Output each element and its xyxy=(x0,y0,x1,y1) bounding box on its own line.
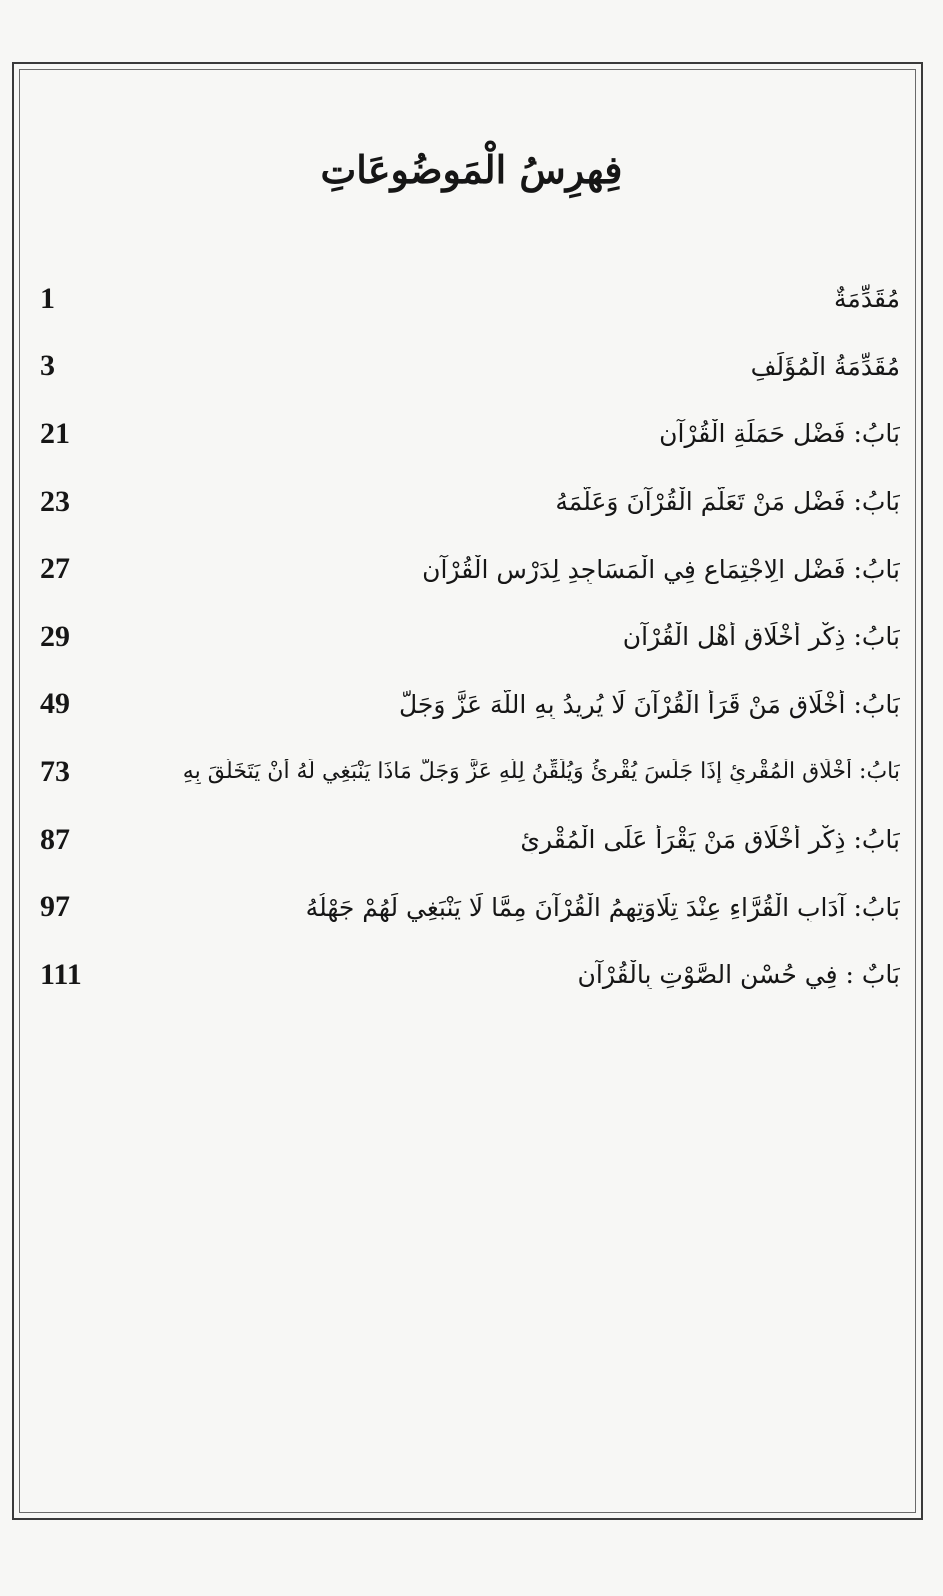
toc-page-number: 3 xyxy=(40,349,55,383)
toc-entry-title: بَابُ: فَضْلِ الِاجْتِمَاعِ فِي الْمَسَاجِدِ لِدَرْسِ الْقُرْآنِ xyxy=(422,554,900,584)
toc-entry-title: بَابُ: فَضْلِ مَنْ تَعَلَّمَ الْقُرْآنَ وَعَلَّمَهُ xyxy=(555,487,900,517)
toc-entry-title: بَابُ: ذِكْرِ أَخْلَاقِ أَهْلِ الْقُرْآنِ xyxy=(622,622,900,652)
toc-page-number: 29 xyxy=(40,619,70,653)
toc-entry-title: بَابٌ : فِي حُسْنِ الصَّوْتِ بِالْقُرْآنِ xyxy=(577,960,900,990)
toc-page-number: 1 xyxy=(40,281,55,315)
toc-page-number: 27 xyxy=(40,552,70,586)
toc-page-number: 21 xyxy=(40,416,70,450)
toc-entry xyxy=(40,738,900,806)
toc-entry xyxy=(40,333,900,401)
toc-entry xyxy=(40,873,900,941)
toc-page-number: 97 xyxy=(40,890,70,924)
toc-entry-title: بَابُ: أَخْلَاقِ مَنْ قَرَأَ الْقُرْآنَ لَا يُرِيدُ بِهِ اللَّهَ عَزَّ وَجَلَّ xyxy=(398,689,900,719)
toc-page-number: 73 xyxy=(40,754,70,788)
toc-entry-title: بَابُ: فَضْلِ حَمَلَةِ الْقُرْآنِ xyxy=(659,419,900,449)
toc-page-number: 23 xyxy=(40,484,70,518)
toc-entry xyxy=(40,603,900,671)
toc-page-number: 49 xyxy=(40,687,70,721)
toc-entry xyxy=(40,941,900,1009)
toc-entry-title: بَابُ: أَخْلَاقِ الْمُقْرِئِ إِذَا جَلَسَ يُقْرِئُ وَيُلَقِّنُ لِلَّهِ عَزَّ وَجَلَّ مَاذَا يَنْبَغِي لَهُ أَنْ يَتَخَلَّقَ بِهِ xyxy=(182,759,900,785)
toc-entry-title: مُقَدِّمَةٌ xyxy=(834,284,900,314)
toc-entry-title: مُقَدِّمَةُ الْمُؤَلِّفِ xyxy=(750,351,900,381)
toc-entry-title: بَابُ: آدَابِ الْقُرَّاءِ عِنْدَ تِلَاوَتِهِمُ الْقُرْآنَ مِمَّا لَا يَنْبَغِي لَهُمْ جَهْلُهُ xyxy=(305,892,900,922)
page-title: فِهرِسُ الْمَوضُوعَاتِ xyxy=(320,147,623,192)
toc-page-number: 111 xyxy=(40,957,82,991)
toc-entry xyxy=(40,535,900,603)
toc-entry xyxy=(40,400,900,468)
toc-entry xyxy=(40,671,900,739)
toc-entry xyxy=(40,265,900,333)
toc-entry-title: بَابُ: ذِكْرِ أَخْلَاقِ مَنْ يَقْرَأُ عَلَى الْمُقْرِئِ xyxy=(520,825,900,855)
toc-page-number: 87 xyxy=(40,822,70,856)
table-of-contents xyxy=(40,265,900,1009)
toc-entry xyxy=(40,468,900,536)
toc-entry xyxy=(40,806,900,874)
